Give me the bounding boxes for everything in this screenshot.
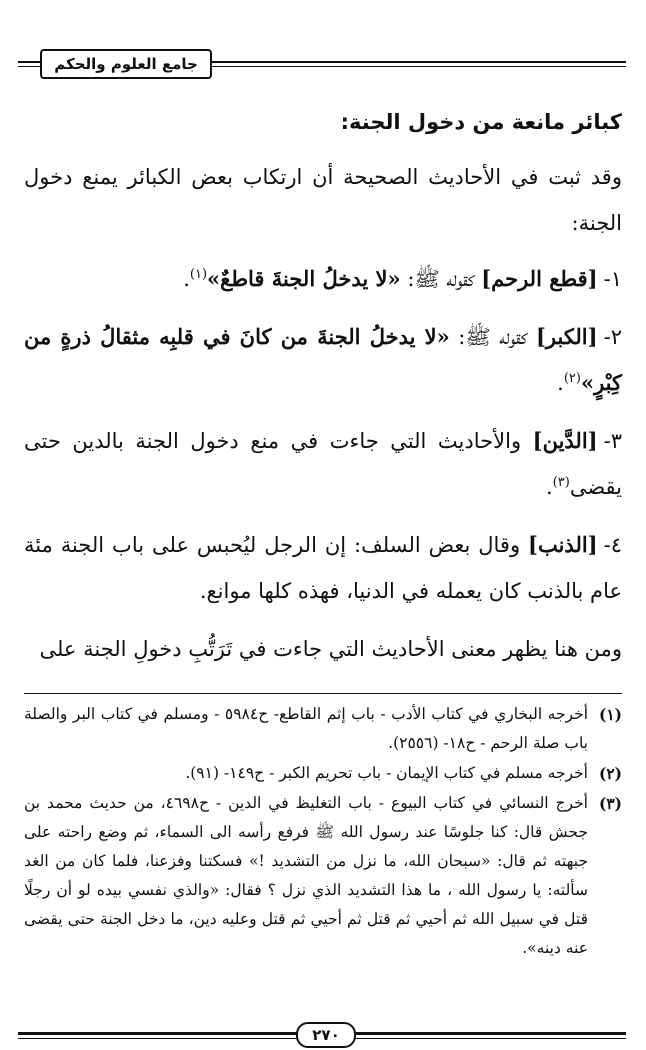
item-keyword: [الدَّين] <box>532 428 598 453</box>
page-number: ٢٧٠ <box>296 1022 356 1048</box>
footnote-number: (٢) <box>598 764 622 783</box>
book-title: جامع العلوم والحكم <box>40 49 212 79</box>
item-text: كقوله ﷺ: <box>449 325 536 349</box>
hadith-quote: «لا يدخلُ الجنةَ قاطعٌ» <box>207 266 401 291</box>
closing-paragraph: ومن هنا يظهر معنى الأحاديث التي جاءت في تَرَتُّبِ دخولِ الجنة على <box>39 637 622 661</box>
item-keyword: [قطع الرحم] <box>481 266 598 291</box>
item-keyword: [الكبر] <box>535 324 598 349</box>
item-tail: . <box>183 267 190 291</box>
page-header <box>18 42 626 82</box>
item-number: ١- <box>603 267 622 291</box>
section-heading: كبائر مانعة من دخول الجنة: <box>340 110 622 134</box>
footnote-text: أخرج النسائي في كتاب البيوع - باب التغليظ في الدين - ح٤٦٩٨، من حديث محمد بن جحش قال: كنا جلوسًا عند رسول الله ﷺ فرفع رأسه الى السماء، ثم وضع راحته على جبهته ثم قال: «سبحان الله، ما نزل من التشديد !» فسكتنا وفزعنا، فلما كان من الغد سألته: يا رسول الله ، ما هذا التشديد الذي نزل ؟ فقال: «والذي نفسي بيده لو أن رجلًا قتل في سبيل الله ثم أحيي ثم قتل ثم أحيي ثم قتل وعليه دين، ما دخل الجنة حتى يقضى عنه دينه». <box>24 794 588 957</box>
footnote-3 <box>24 789 622 963</box>
page-footer <box>18 1018 626 1048</box>
item-tail: . <box>545 475 553 499</box>
item-text: كقوله ﷺ: <box>400 267 482 291</box>
footnote-1 <box>24 700 622 758</box>
hadith-quote: «لا يدخلُ الجنةَ من كانَ في قلبِه مثقالُ ذرةٍ من كِبْرٍ» <box>24 324 622 395</box>
list-item-1 <box>24 256 622 302</box>
footnote-2 <box>24 759 622 788</box>
footnote-text: أخرجه مسلم في كتاب الإيمان - باب تحريم الكبر - ح١٤٩- (٩١). <box>185 764 588 782</box>
footnote-text: أخرجه البخاري في كتاب الأدب - باب إثم القاطع- ح٥٩٨٤ - ومسلم في كتاب البر والصلة باب صلة الرحم - ح١٨- (٢٥٥٦). <box>24 705 588 752</box>
item-tail: . <box>557 371 564 395</box>
footnote-ref[interactable]: (٣) <box>552 475 570 490</box>
footnotes <box>24 700 622 964</box>
footnote-number: (١) <box>598 705 622 724</box>
item-number: ٢- <box>603 325 622 349</box>
footnote-separator <box>24 693 622 694</box>
item-text: والأحاديث التي جاءت في منع دخول الجنة بالدين حتى يقضى <box>24 429 622 499</box>
list-item-2 <box>24 314 622 406</box>
footnote-ref[interactable]: (٢) <box>563 371 581 386</box>
list-item-4 <box>24 522 622 614</box>
footnote-number: (٣) <box>598 794 622 813</box>
item-text: وقال بعض السلف: إن الرجل ليُحبس على باب الجنة مئة عام بالذنب كان يعمله في الدنيا، فهذه كلها موانع. <box>24 533 622 603</box>
item-number: ٣- <box>603 429 622 453</box>
footnote-ref[interactable]: (١) <box>189 267 208 282</box>
main-text <box>24 104 622 682</box>
item-keyword: [الذنب] <box>528 532 598 557</box>
intro-paragraph: وقد ثبت في الأحاديث الصحيحة أن ارتكاب بعض الكبائر يمنع دخول الجنة: <box>24 165 622 235</box>
item-number: ٤- <box>603 533 622 557</box>
list-item-3 <box>24 418 622 510</box>
